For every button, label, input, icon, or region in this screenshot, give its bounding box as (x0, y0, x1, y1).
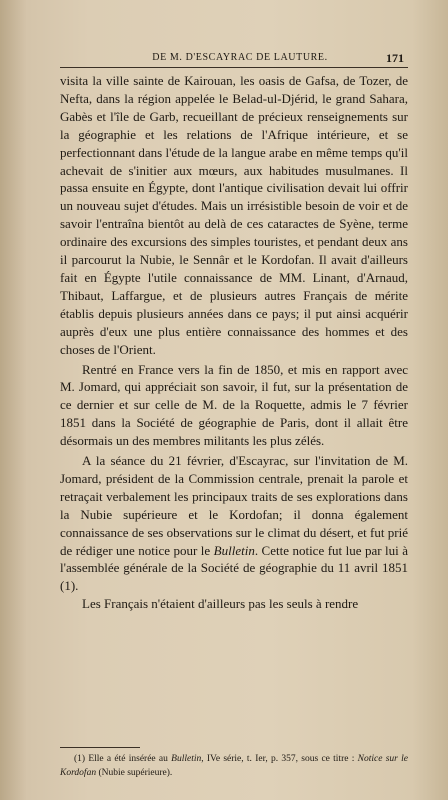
footnote-marker: (1) (74, 754, 86, 764)
footnote-text-middle: , IVe série, t. Ier, p. 357, sous ce titre : (201, 754, 358, 764)
footnote-italic-title: Notice sur le Kordofan (60, 754, 408, 778)
footnote-italic-bulletin: Bulletin (171, 754, 202, 764)
body-text (60, 72, 408, 613)
paragraph-4: Les Français n'étaient d'ailleurs pas les seuls à rendre (82, 596, 359, 612)
header-rule (60, 67, 408, 68)
footnote-text-after: (Nubie supérieure). (96, 768, 173, 778)
footnote-text-before: Elle a été insérée au (85, 754, 172, 764)
paragraph-1: visita la ville sainte de Kairouan, les oasis de Gafsa, de Tozer, de Nefta, dans la région appelée le Belad-ul-Djérid, le grand Sahara, Gabès et l'île de Garb, recueillant de précieux renseignements sur la géographie et les relations de l'Afrique intérieure, et se perfectionnant dans l'étude de la langue arabe en même temps qu'il achevait de s'initier aux mœurs, aux habitudes musulmanes. Il passa ensuite en Égypte, dont l'antique civilisation devait lui offrir un nouveau sujet d'études. Mais un irrésistible besoin de voir et de savoir l'entraîna bientôt au delà de ces cataractes de Syène, terme ordinaire des excursions des simples touristes, et pendant deux ans il parcourut la Nubie, le Sennâr et le Kordofan. Il avait d'ailleurs fait en Égypte l'utile connaissance de MM. Linant, d'Arnaud, Thibaut, Laffargue, et de plusieurs autres Français de mérite établis depuis plusieurs années dans ce pays; il put ainsi acquérir auprès d'eux une plus entière connaissance des hommes et des choses de l'Orient. (60, 73, 408, 357)
paragraph-3 (60, 452, 408, 595)
footnote (60, 752, 408, 780)
paragraph-3-text-before: A la séance du 21 février, d'Escayrac, sur l'invitation de M. Jomard, président de la Commission centrale, prenait la parole et retraçait verbalement les principaux traits de ses explorations dans la Nubie supérieure et le Kordofan; il donna également connaissance de ses observations sur le climat du désert, et fut prié de rédiger une notice pour le (60, 453, 408, 558)
paragraph-2: Rentré en France vers la fin de 1850, et mis en rapport avec M. Jomard, qui appréciait son savoir, il fut, sur la présentation de ce dernier et sur celle de M. de la Roquette, admis le 7 février 1851 dans la Société de géographie de Paris, dont il allait être désormais un des membres militants les plus zélés. (60, 361, 408, 449)
page-number: 171 (386, 51, 404, 65)
paragraph-3-italic: Bulletin (213, 542, 255, 558)
running-title: DE M. D'ESCAYRAC DE LAUTURE. (152, 52, 328, 63)
paragraph-3-text-after: . Cette notice fut lue par lui à l'assemblée générale de la Société de géographie du 11 avril 1851 (1). (60, 542, 408, 594)
footnote-rule (60, 747, 140, 748)
